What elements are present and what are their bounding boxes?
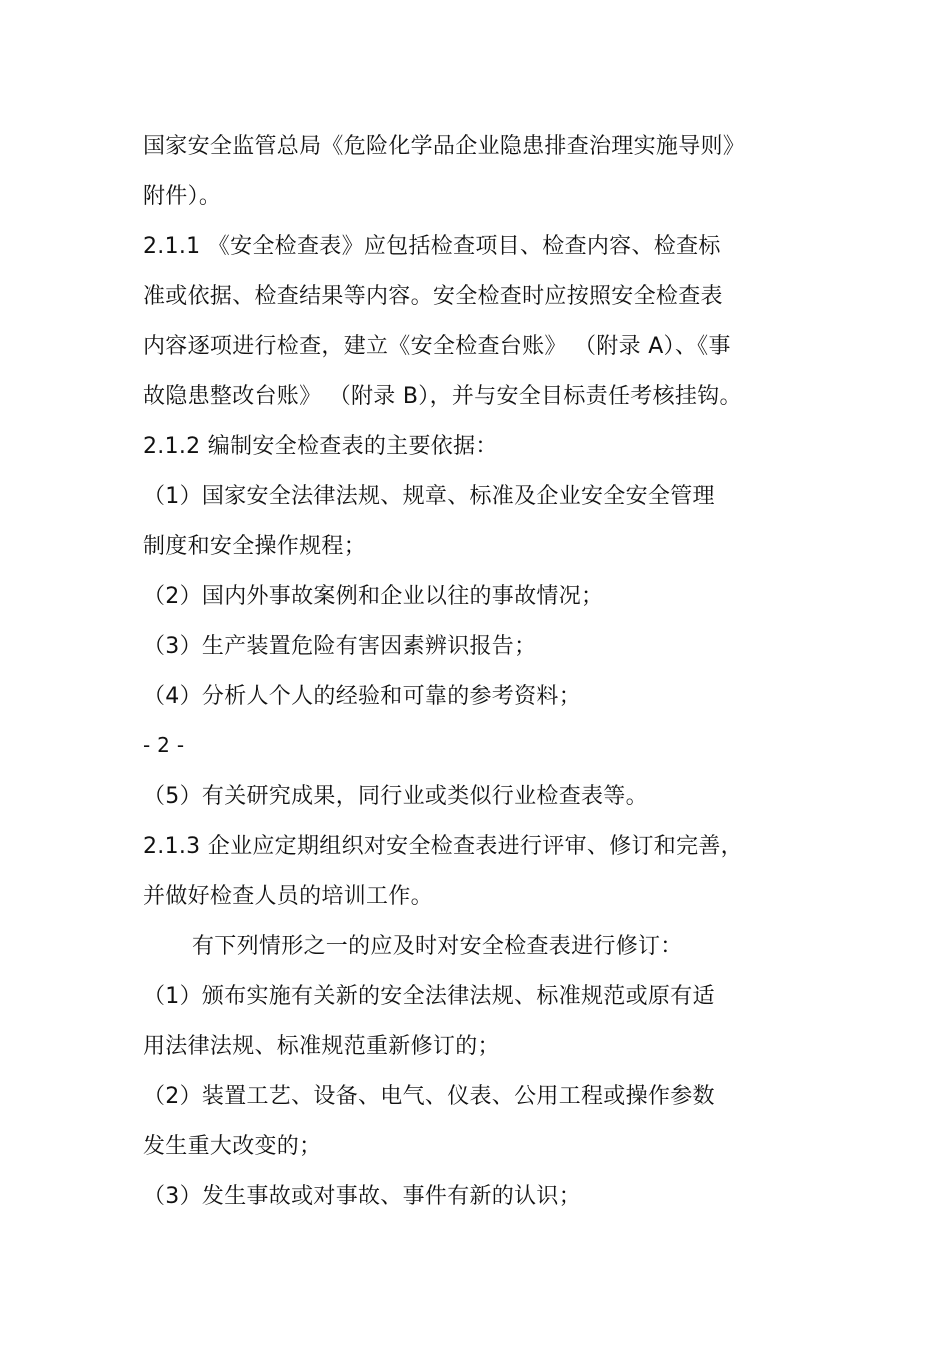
section-2-1-3-line-2: 并做好检查人员的培训工作。: [143, 884, 433, 909]
list-item-3: （3）生产装置危险有害因素辨识报告；: [143, 634, 537, 659]
page-number: - 2 -: [143, 733, 185, 757]
revision-intro: 有下列情形之一的应及时对安全检查表进行修订：: [192, 934, 683, 959]
section-2-1-1-line-3: 内容逐项进行检查，建立《安全检查台账》 （附录 A）、《事: [143, 334, 731, 359]
section-2-1-1-line-2: 准或依据、检查结果等内容。安全检查时应按照安全检查表: [143, 284, 723, 309]
revision-item-2-line-2: 发生重大改变的；: [143, 1134, 322, 1159]
list-item-1-line-1: （1）国家安全法律法规、规章、标准及企业安全安全管理: [143, 484, 715, 509]
text-line-1: 国家安全监管总局《危险化学品企业隐患排查治理实施导则》: [143, 134, 746, 159]
list-item-2: （2）国内外事故案例和企业以往的事故情况；: [143, 584, 604, 609]
revision-item-2-line-1: （2）装置工艺、设备、电气、仪表、公用工程或操作参数: [143, 1084, 715, 1109]
revision-item-1-line-2: 用法律法规、标准规范重新修订的；: [143, 1034, 500, 1059]
list-item-5: （5）有关研究成果，同行业或类似行业检查表等。: [143, 784, 648, 809]
section-2-1-2-heading: 2.1.2 编制安全检查表的主要依据：: [143, 434, 498, 459]
text-line-2: 附件）。: [143, 184, 222, 209]
section-2-1-3-line-1: 2.1.3 企业应定期组织对安全检查表进行评审、修订和完善，: [143, 834, 743, 859]
revision-item-3: （3）发生事故或对事故、事件有新的认识；: [143, 1184, 581, 1209]
section-2-1-1-line-1: 2.1.1 《安全检查表》应包括检查项目、检查内容、检查标: [143, 234, 721, 259]
list-item-1-line-2: 制度和安全操作规程；: [143, 534, 367, 559]
revision-item-1-line-1: （1）颁布实施有关新的安全法律法规、标准规范或原有适: [143, 984, 715, 1009]
section-2-1-1-line-4: 故隐患整改台账》 （附录 B），并与安全目标责任考核挂钩。: [143, 384, 742, 409]
list-item-4: （4）分析人个人的经验和可靠的参考资料；: [143, 684, 581, 709]
